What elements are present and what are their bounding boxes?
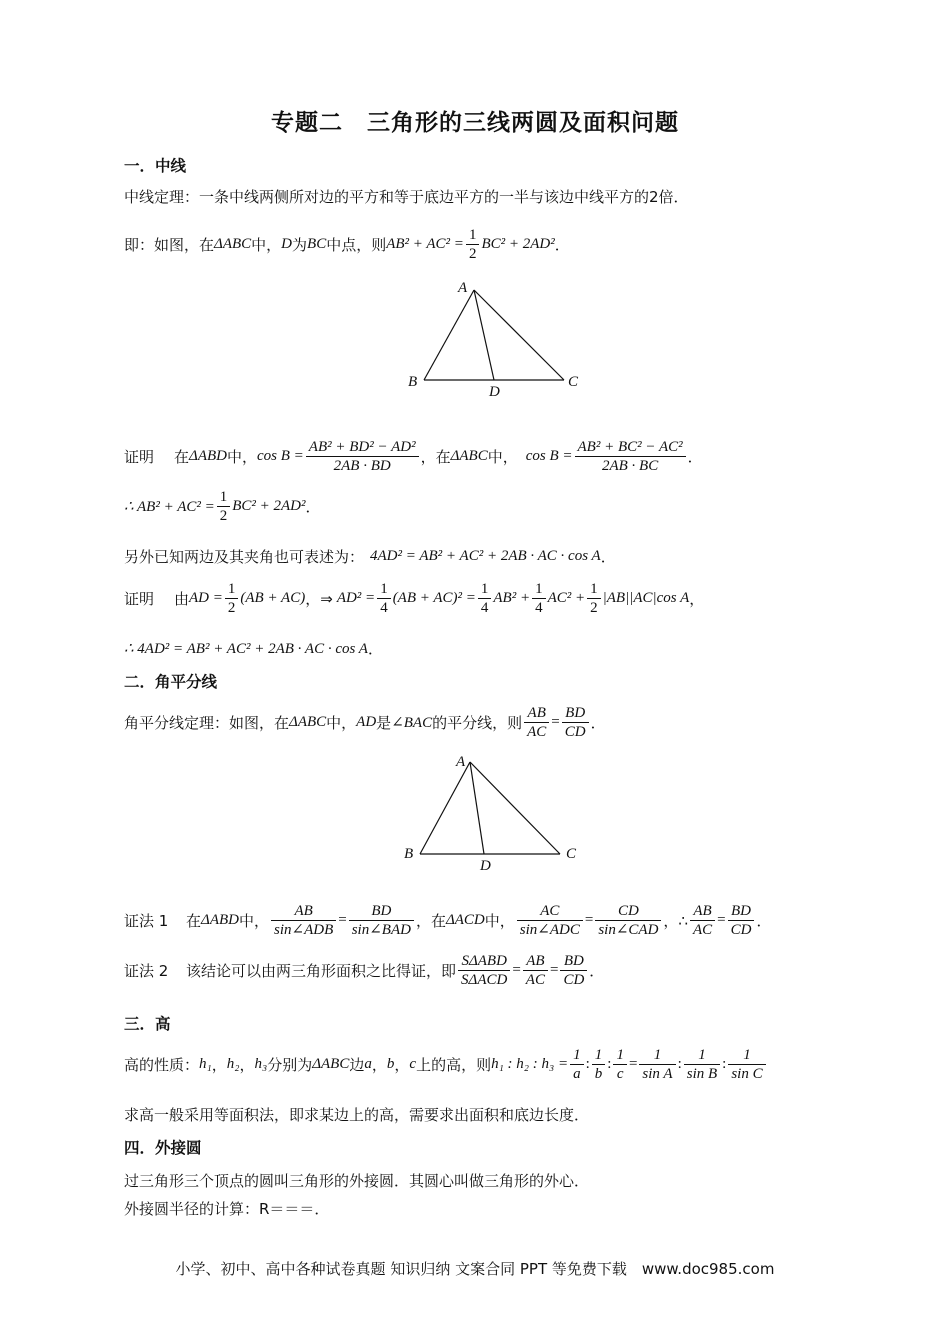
math: cos B =	[257, 448, 304, 464]
equals: =	[584, 912, 594, 928]
fraction-bd-cd: $\frac{BD}{CD}$	[560, 952, 587, 989]
fraction-1-sinc: $\frac{1}{\text{sin C}}$	[728, 1046, 765, 1083]
fraction-bd-cd: $\frac{BD}{CD}$	[562, 704, 589, 741]
math: ΔABC	[450, 448, 488, 464]
proof-label: 证法 2	[124, 962, 169, 980]
text: 分别为	[267, 1056, 313, 1074]
side-ab	[420, 762, 470, 854]
median-conclusion-2	[124, 638, 383, 659]
text: 为	[292, 236, 308, 254]
vertex-a-label: A	[458, 280, 468, 296]
fraction-cosb-2: $\frac{\text{AB² + BC² − AC²}}{2AB \cdot BC}$	[575, 438, 686, 475]
text: ，在	[420, 448, 451, 466]
text: 是	[376, 714, 392, 732]
math: 4AD² = AB² + AC² + 2AB · AC · cos A	[370, 548, 601, 564]
fraction-cosb-1: $\frac{\text{AB² + BD² − AD²}}{2AB \cdot BD}$	[306, 438, 419, 475]
page-footer: 小学、初中、高中各种试卷真题 知识归纳 文案合同 PPT 等免费下载 www.doc985.com	[175, 1260, 775, 1278]
text: ，⇒	[305, 590, 333, 608]
math: ΔABD	[189, 448, 227, 464]
text: 即：如图，在	[124, 236, 215, 254]
median-proof-2	[124, 580, 704, 617]
text: ．	[756, 912, 772, 930]
text: 中，	[484, 912, 515, 930]
altitude-property: 高的性质： h₁ ， h₂ ， h₃ 分别为 ΔABC 边 a ， b ， c 上的高，则 h₁ : h₂ : h₃ = $\frac{1}{a}$ : $\frac{1}{b}$ : $\frac{1}{c}$ = $\frac{1}{\text{sin A}}$ : $\frac{1}{\text{sin B}}$ : $\frac{1}{\text{sin C}}$	[124, 1046, 768, 1083]
text: 另外已知两边及其夹角也可表述为：	[124, 548, 365, 566]
math: BC	[307, 236, 327, 252]
math: AD	[356, 714, 377, 730]
text: 该结论可以由两三角形面积之比得证，即	[186, 962, 457, 980]
math: AD² =	[336, 590, 376, 606]
fraction-1-sinb: $\frac{1}{\text{sin B}}$	[684, 1046, 720, 1083]
text: 在	[174, 448, 190, 466]
math: ∠BAC	[391, 715, 433, 731]
section-heading-circumcircle: 四．外接圆	[124, 1139, 202, 1157]
proof-label: 证明	[124, 590, 155, 608]
point-d-label: D	[480, 858, 491, 874]
fraction-quarter: $\frac{1}{4}$	[532, 580, 546, 617]
fraction-1-a: $\frac{1}{a}$	[570, 1046, 584, 1083]
math: ΔABC	[214, 236, 252, 252]
median-figure	[400, 276, 590, 402]
text: 中，	[251, 236, 282, 254]
equals: =	[551, 714, 560, 730]
math: b	[386, 1056, 395, 1072]
math: AB² + AC² =	[386, 236, 464, 252]
fraction-cd-sincad: $\frac{CD}{\text{sin∠CAD}}$	[595, 902, 661, 939]
fraction-1-c: $\frac{1}{c}$	[613, 1046, 627, 1083]
bisector-theorem	[124, 704, 606, 741]
math: BC² + 2AD²	[481, 236, 555, 252]
fraction-half: $\frac{1}{2}$	[466, 226, 480, 263]
point-d-label: D	[489, 384, 500, 400]
altitude-method: 求高一般采用等面积法，即求某边上的高，需要求出面积和底边长度．	[124, 1106, 590, 1124]
text: 高的性质：	[124, 1056, 200, 1074]
bisector-ad	[470, 762, 484, 854]
text: ，	[689, 590, 705, 608]
text: ，∴	[663, 912, 688, 930]
text: ，在	[415, 912, 446, 930]
fraction-area-ratio: $\frac{\text{SΔABD}}{\text{SΔACD}}$	[458, 952, 510, 989]
math: AC² +	[547, 590, 586, 606]
text: 的平分线，则	[432, 714, 523, 732]
math: cos B =	[525, 448, 573, 464]
math: (AB + AC)² =	[392, 590, 476, 606]
fraction-bd-sinbad: $\frac{BD}{\text{sin∠BAD}}$	[349, 902, 414, 939]
side-ab	[424, 290, 474, 380]
math: h₃	[254, 1056, 268, 1072]
bisector-figure	[396, 750, 586, 874]
text: ，	[394, 1056, 410, 1074]
math: D	[281, 236, 293, 252]
text: 上的高，则	[416, 1056, 492, 1074]
text: 中点，则	[326, 236, 387, 254]
text: 中，	[238, 912, 269, 930]
text: ．	[589, 962, 605, 980]
proof-label: 证明	[124, 448, 155, 466]
text: ．	[687, 448, 703, 466]
text: 中，	[226, 448, 257, 466]
math: ΔABD	[201, 912, 239, 928]
vertex-b-label: B	[404, 846, 414, 862]
text: 在	[186, 912, 202, 930]
section-heading-altitude: 三．高	[124, 1015, 171, 1033]
circumcircle-definition: 过三角形三个顶点的圆叫三角形的外接圆．其圆心叫做三角形的外心．	[124, 1172, 590, 1190]
math: BC² + 2AD²	[232, 498, 306, 514]
fraction-quarter: $\frac{1}{4}$	[377, 580, 391, 617]
fraction-half: $\frac{1}{2}$	[217, 488, 231, 525]
math: |AB||AC|cos A	[602, 590, 690, 606]
text: ，	[371, 1056, 387, 1074]
text: 中，	[487, 448, 518, 466]
text: ，	[239, 1056, 255, 1074]
math: ΔABC	[312, 1056, 350, 1072]
median-statement	[124, 226, 570, 263]
median-extra	[124, 546, 616, 567]
text: ．	[367, 640, 383, 658]
text: 角平分线定理：如图，在	[124, 714, 290, 732]
math: c	[409, 1056, 417, 1072]
math: h₁ : h₂ : h₃ =	[491, 1056, 569, 1072]
math: ΔACD	[445, 912, 485, 928]
math: a	[364, 1056, 372, 1072]
text: 由	[174, 590, 190, 608]
median-theorem: 中线定理：一条中线两侧所对边的平方和等于底边平方的一半与该边中线平方的2倍．	[124, 188, 689, 206]
text: ．	[554, 236, 570, 254]
fraction-half: $\frac{1}{2}$	[225, 580, 239, 617]
fraction-ab-ac: $\frac{AB}{AC}$	[690, 902, 715, 939]
fraction-ab-sinadb: $\frac{AB}{\text{sin∠ADB}}$	[271, 902, 336, 939]
circumradius-formula: 外接圆半径的计算：R＝＝＝．	[124, 1200, 330, 1218]
side-ac	[470, 762, 560, 854]
median-conclusion-1	[124, 488, 321, 525]
fraction-bd-cd: $\frac{BD}{CD}$	[728, 902, 755, 939]
text: 边	[349, 1056, 365, 1074]
section-heading-bisector: 二．角平分线	[124, 673, 218, 691]
fraction-quarter: $\frac{1}{4}$	[478, 580, 492, 617]
vertex-b-label: B	[408, 374, 418, 390]
side-ac	[474, 290, 564, 380]
page-title: 专题二 三角形的三线两圆及面积问题	[271, 110, 679, 136]
bisector-proof-2	[124, 952, 604, 989]
math: ∴ AB² + AC² =	[124, 499, 215, 515]
median-ad	[474, 290, 494, 380]
math: ΔABC	[289, 714, 327, 730]
median-proof-1	[124, 438, 703, 475]
equals: =	[512, 962, 521, 978]
section-heading-median: 一．中线	[124, 157, 187, 175]
text: ．	[305, 498, 321, 516]
equals: =	[338, 912, 347, 928]
text: 中，	[326, 714, 357, 732]
math: ∴ 4AD² = AB² + AC² + 2AB · AC · cos A	[124, 641, 368, 657]
proof-label: 证法 1	[124, 912, 169, 930]
fraction-1-b: $\frac{1}{b}$	[592, 1046, 606, 1083]
text: ．	[590, 714, 606, 732]
equals: =	[549, 962, 559, 978]
text: ，	[211, 1056, 227, 1074]
vertex-a-label: A	[456, 754, 466, 770]
math: h₁	[199, 1056, 212, 1072]
fraction-1-sina: $\frac{1}{\text{sin A}}$	[639, 1046, 675, 1083]
math: AB² +	[493, 590, 531, 606]
text: ．	[600, 548, 616, 566]
fraction-half: $\frac{1}{2}$	[587, 580, 601, 617]
math: h₂	[226, 1056, 240, 1072]
math: AD =	[189, 590, 223, 606]
fraction-ab-ac: $\frac{AB}{AC}$	[523, 952, 548, 989]
bisector-proof-1	[124, 902, 771, 939]
math: (AB + AC)	[240, 590, 306, 606]
vertex-c-label: C	[566, 846, 577, 862]
vertex-c-label: C	[568, 374, 579, 390]
fraction-ab-ac: $\frac{AB}{AC}$	[524, 704, 549, 741]
equals: =	[717, 912, 726, 928]
fraction-ac-sinadc: $\frac{AC}{\text{sin∠ADC}}$	[517, 902, 583, 939]
